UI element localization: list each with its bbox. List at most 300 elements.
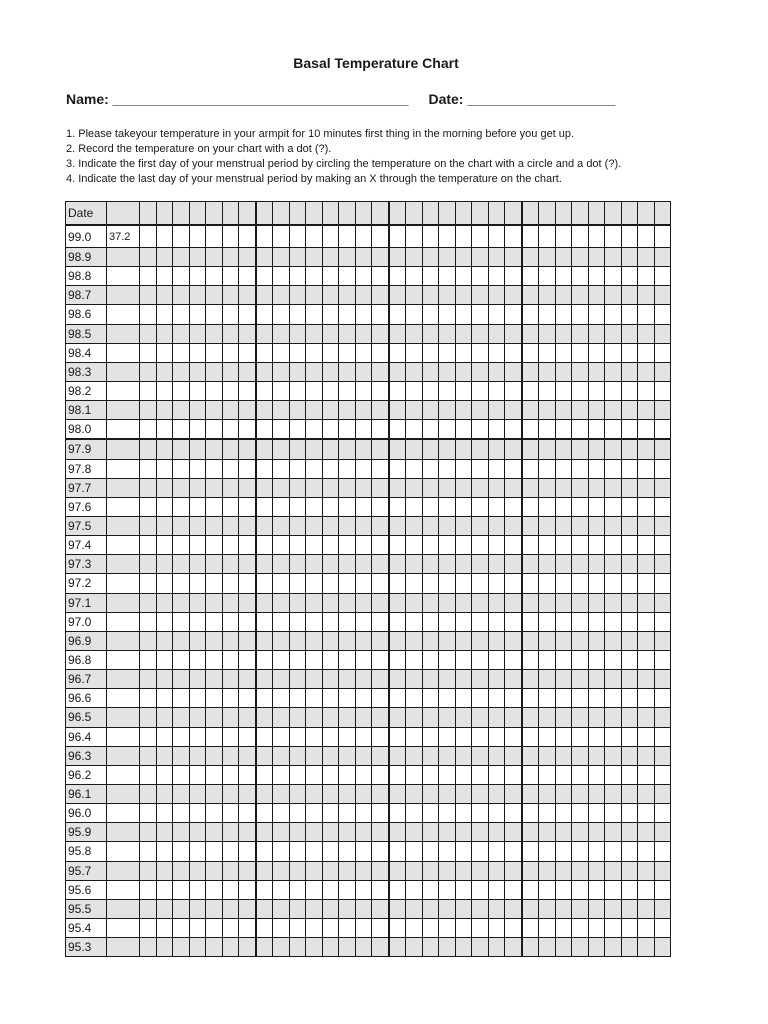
temperature-cell[interactable] [239, 536, 256, 555]
temperature-cell[interactable] [189, 478, 206, 497]
temperature-cell[interactable] [239, 899, 256, 918]
temperature-cell[interactable] [488, 899, 505, 918]
temperature-cell[interactable] [189, 305, 206, 324]
temperature-cell[interactable] [654, 880, 671, 899]
temperature-cell[interactable] [140, 225, 157, 248]
temperature-cell[interactable] [107, 938, 140, 957]
temperature-cell[interactable] [422, 516, 439, 535]
temperature-cell[interactable] [572, 861, 589, 880]
temperature-cell[interactable] [572, 784, 589, 803]
temperature-cell[interactable] [638, 555, 655, 574]
temperature-cell[interactable] [539, 708, 556, 727]
temperature-cell[interactable] [306, 899, 323, 918]
temperature-cell[interactable] [488, 497, 505, 516]
temperature-cell[interactable] [555, 555, 572, 574]
temperature-cell[interactable] [339, 248, 356, 267]
temperature-cell[interactable] [206, 899, 223, 918]
temperature-cell[interactable] [355, 478, 372, 497]
temperature-cell[interactable] [306, 305, 323, 324]
temperature-cell[interactable] [505, 267, 522, 286]
temperature-cell[interactable] [256, 381, 273, 400]
temperature-cell[interactable] [289, 650, 306, 669]
temperature-cell[interactable] [389, 248, 406, 267]
temperature-cell[interactable] [505, 248, 522, 267]
temperature-cell[interactable] [406, 516, 423, 535]
temperature-cell[interactable] [522, 459, 539, 478]
temperature-cell[interactable] [605, 401, 622, 420]
temperature-cell[interactable] [322, 631, 339, 650]
temperature-cell[interactable] [389, 746, 406, 765]
temperature-cell[interactable] [505, 286, 522, 305]
temperature-cell[interactable] [339, 612, 356, 631]
temperature-cell[interactable] [189, 381, 206, 400]
temperature-cell[interactable] [222, 286, 239, 305]
temperature-cell[interactable] [505, 324, 522, 343]
temperature-cell[interactable] [588, 343, 605, 362]
temperature-cell[interactable] [588, 727, 605, 746]
temperature-cell[interactable] [588, 823, 605, 842]
temperature-cell[interactable] [605, 516, 622, 535]
temperature-cell[interactable] [406, 439, 423, 459]
temperature-cell[interactable] [638, 516, 655, 535]
temperature-cell[interactable] [621, 324, 638, 343]
temperature-cell[interactable] [372, 401, 389, 420]
temperature-cell[interactable] [389, 765, 406, 784]
temperature-cell[interactable] [539, 267, 556, 286]
temperature-cell[interactable] [588, 880, 605, 899]
temperature-cell[interactable] [273, 536, 290, 555]
temperature-cell[interactable] [555, 478, 572, 497]
temperature-cell[interactable] [206, 918, 223, 937]
temperature-cell[interactable] [339, 689, 356, 708]
temperature-cell[interactable] [306, 574, 323, 593]
temperature-cell[interactable] [256, 536, 273, 555]
temperature-cell[interactable] [406, 650, 423, 669]
temperature-cell[interactable] [406, 708, 423, 727]
temperature-cell[interactable] [439, 765, 456, 784]
temperature-cell[interactable] [156, 267, 173, 286]
temperature-cell[interactable] [306, 362, 323, 381]
temperature-cell[interactable] [406, 612, 423, 631]
temperature-cell[interactable] [339, 861, 356, 880]
temperature-cell[interactable] [572, 765, 589, 784]
temperature-cell[interactable] [522, 286, 539, 305]
temperature-cell[interactable] [406, 593, 423, 612]
temperature-cell[interactable] [422, 459, 439, 478]
temperature-cell[interactable] [654, 343, 671, 362]
temperature-cell[interactable] [488, 362, 505, 381]
temperature-cell[interactable] [107, 823, 140, 842]
temperature-cell[interactable] [455, 899, 472, 918]
temperature-cell[interactable] [638, 362, 655, 381]
temperature-cell[interactable] [422, 650, 439, 669]
temperature-cell[interactable] [522, 899, 539, 918]
temperature-cell[interactable] [322, 305, 339, 324]
temperature-cell[interactable] [189, 727, 206, 746]
temperature-cell[interactable] [206, 708, 223, 727]
temperature-cell[interactable] [306, 324, 323, 343]
temperature-cell[interactable] [439, 225, 456, 248]
temperature-cell[interactable] [372, 765, 389, 784]
temperature-cell[interactable] [107, 593, 140, 612]
date-cell[interactable] [189, 202, 206, 226]
temperature-cell[interactable] [472, 746, 489, 765]
temperature-cell[interactable] [355, 650, 372, 669]
temperature-cell[interactable] [621, 536, 638, 555]
temperature-cell[interactable] [140, 305, 157, 324]
temperature-cell[interactable] [140, 918, 157, 937]
temperature-cell[interactable] [389, 225, 406, 248]
temperature-cell[interactable] [256, 670, 273, 689]
temperature-cell[interactable] [289, 536, 306, 555]
temperature-cell[interactable] [539, 593, 556, 612]
temperature-cell[interactable] [372, 439, 389, 459]
temperature-cell[interactable] [638, 324, 655, 343]
temperature-cell[interactable] [355, 459, 372, 478]
temperature-cell[interactable] [107, 899, 140, 918]
temperature-cell[interactable] [522, 612, 539, 631]
temperature-cell[interactable] [572, 880, 589, 899]
temperature-cell[interactable] [472, 343, 489, 362]
temperature-cell[interactable] [289, 420, 306, 440]
temperature-cell[interactable] [389, 784, 406, 803]
temperature-cell[interactable] [389, 689, 406, 708]
temperature-cell[interactable] [522, 267, 539, 286]
temperature-cell[interactable] [488, 861, 505, 880]
temperature-cell[interactable] [638, 784, 655, 803]
temperature-cell[interactable] [472, 536, 489, 555]
temperature-cell[interactable] [555, 420, 572, 440]
temperature-cell[interactable] [256, 784, 273, 803]
date-cell[interactable] [322, 202, 339, 226]
temperature-cell[interactable] [206, 305, 223, 324]
temperature-cell[interactable] [654, 861, 671, 880]
temperature-cell[interactable] [289, 727, 306, 746]
temperature-cell[interactable] [455, 650, 472, 669]
temperature-cell[interactable] [156, 918, 173, 937]
temperature-cell[interactable] [273, 362, 290, 381]
temperature-cell[interactable] [522, 439, 539, 459]
temperature-cell[interactable] [472, 804, 489, 823]
temperature-cell[interactable] [522, 784, 539, 803]
temperature-cell[interactable] [605, 497, 622, 516]
temperature-cell[interactable] [289, 670, 306, 689]
temperature-cell[interactable] [555, 225, 572, 248]
temperature-cell[interactable] [472, 861, 489, 880]
temperature-cell[interactable] [189, 324, 206, 343]
temperature-cell[interactable] [522, 861, 539, 880]
temperature-cell[interactable] [372, 267, 389, 286]
temperature-cell[interactable] [189, 861, 206, 880]
temperature-cell[interactable] [156, 401, 173, 420]
temperature-cell[interactable] [339, 650, 356, 669]
temperature-cell[interactable] [306, 248, 323, 267]
temperature-cell[interactable] [455, 516, 472, 535]
temperature-cell[interactable] [621, 631, 638, 650]
temperature-cell[interactable] [572, 343, 589, 362]
temperature-cell[interactable] [189, 880, 206, 899]
temperature-cell[interactable] [422, 324, 439, 343]
temperature-cell[interactable] [339, 670, 356, 689]
temperature-cell[interactable] [355, 727, 372, 746]
temperature-cell[interactable] [439, 593, 456, 612]
temperature-cell[interactable] [621, 899, 638, 918]
temperature-cell[interactable] [654, 381, 671, 400]
temperature-cell[interactable] [588, 401, 605, 420]
temperature-cell[interactable] [156, 574, 173, 593]
temperature-cell[interactable] [638, 381, 655, 400]
temperature-cell[interactable] [256, 225, 273, 248]
temperature-cell[interactable] [621, 555, 638, 574]
temperature-cell[interactable] [306, 420, 323, 440]
temperature-cell[interactable] [406, 478, 423, 497]
temperature-cell[interactable] [306, 918, 323, 937]
temperature-cell[interactable] [239, 401, 256, 420]
temperature-cell[interactable] [539, 555, 556, 574]
temperature-cell[interactable] [555, 497, 572, 516]
temperature-cell[interactable] [654, 286, 671, 305]
temperature-cell[interactable] [389, 516, 406, 535]
temperature-cell[interactable] [422, 880, 439, 899]
temperature-cell[interactable] [355, 420, 372, 440]
temperature-cell[interactable] [339, 439, 356, 459]
temperature-cell[interactable] [406, 362, 423, 381]
date-field[interactable]: Date: ___________________ [428, 91, 616, 107]
temperature-cell[interactable] [572, 439, 589, 459]
temperature-cell[interactable] [522, 670, 539, 689]
temperature-cell[interactable] [406, 248, 423, 267]
temperature-cell[interactable] [289, 459, 306, 478]
temperature-cell[interactable] [439, 343, 456, 362]
temperature-cell[interactable] [206, 401, 223, 420]
temperature-cell[interactable] [273, 343, 290, 362]
temperature-cell[interactable] [256, 401, 273, 420]
temperature-cell[interactable] [306, 861, 323, 880]
temperature-cell[interactable] [273, 880, 290, 899]
temperature-cell[interactable] [289, 899, 306, 918]
temperature-cell[interactable] [588, 650, 605, 669]
temperature-cell[interactable] [654, 899, 671, 918]
temperature-cell[interactable] [107, 324, 140, 343]
temperature-cell[interactable] [322, 765, 339, 784]
temperature-cell[interactable] [522, 765, 539, 784]
temperature-cell[interactable] [156, 536, 173, 555]
temperature-cell[interactable] [572, 612, 589, 631]
temperature-cell[interactable] [605, 612, 622, 631]
temperature-cell[interactable] [406, 804, 423, 823]
temperature-cell[interactable] [206, 612, 223, 631]
temperature-cell[interactable] [455, 420, 472, 440]
temperature-cell[interactable] [239, 574, 256, 593]
temperature-cell[interactable] [372, 516, 389, 535]
temperature-cell[interactable] [555, 516, 572, 535]
temperature-cell[interactable] [273, 574, 290, 593]
temperature-cell[interactable] [472, 362, 489, 381]
temperature-cell[interactable] [306, 459, 323, 478]
temperature-cell[interactable] [588, 420, 605, 440]
temperature-cell[interactable] [472, 401, 489, 420]
temperature-cell[interactable] [439, 842, 456, 861]
temperature-cell[interactable] [355, 765, 372, 784]
temperature-cell[interactable] [455, 324, 472, 343]
temperature-cell[interactable] [555, 727, 572, 746]
temperature-cell[interactable] [406, 305, 423, 324]
temperature-cell[interactable] [422, 842, 439, 861]
temperature-cell[interactable] [488, 593, 505, 612]
temperature-cell[interactable] [156, 861, 173, 880]
temperature-cell[interactable] [572, 459, 589, 478]
temperature-cell[interactable] [522, 727, 539, 746]
temperature-cell[interactable] [439, 670, 456, 689]
temperature-cell[interactable] [638, 804, 655, 823]
date-cell[interactable] [306, 202, 323, 226]
temperature-cell[interactable] [273, 420, 290, 440]
temperature-cell[interactable] [605, 381, 622, 400]
temperature-cell[interactable] [273, 324, 290, 343]
temperature-cell[interactable] [206, 343, 223, 362]
temperature-cell[interactable] [654, 631, 671, 650]
temperature-cell[interactable] [654, 459, 671, 478]
temperature-cell[interactable] [273, 938, 290, 957]
temperature-cell[interactable] [239, 746, 256, 765]
temperature-cell[interactable] [472, 784, 489, 803]
temperature-cell[interactable] [638, 305, 655, 324]
temperature-cell[interactable] [355, 555, 372, 574]
temperature-cell[interactable] [389, 593, 406, 612]
temperature-cell[interactable] [572, 324, 589, 343]
temperature-cell[interactable] [572, 420, 589, 440]
temperature-cell[interactable] [505, 612, 522, 631]
temperature-cell[interactable] [439, 880, 456, 899]
temperature-cell[interactable] [539, 439, 556, 459]
temperature-cell[interactable] [389, 478, 406, 497]
temperature-cell[interactable] [222, 861, 239, 880]
temperature-cell[interactable] [555, 689, 572, 708]
temperature-cell[interactable] [654, 497, 671, 516]
temperature-cell[interactable] [572, 536, 589, 555]
temperature-cell[interactable] [488, 248, 505, 267]
temperature-cell[interactable] [638, 823, 655, 842]
temperature-cell[interactable] [539, 918, 556, 937]
temperature-cell[interactable] [621, 823, 638, 842]
temperature-cell[interactable] [339, 225, 356, 248]
temperature-cell[interactable] [239, 804, 256, 823]
temperature-cell[interactable] [621, 784, 638, 803]
temperature-cell[interactable] [355, 880, 372, 899]
temperature-cell[interactable] [638, 574, 655, 593]
temperature-cell[interactable] [605, 765, 622, 784]
temperature-cell[interactable] [455, 631, 472, 650]
temperature-cell[interactable] [488, 765, 505, 784]
temperature-cell[interactable] [289, 708, 306, 727]
temperature-cell[interactable] [505, 420, 522, 440]
temperature-cell[interactable] [505, 765, 522, 784]
temperature-cell[interactable] [472, 938, 489, 957]
temperature-cell[interactable] [422, 225, 439, 248]
temperature-cell[interactable] [372, 381, 389, 400]
temperature-cell[interactable] [222, 497, 239, 516]
temperature-cell[interactable] [222, 631, 239, 650]
temperature-cell[interactable] [588, 938, 605, 957]
temperature-cell[interactable] [322, 420, 339, 440]
temperature-cell[interactable] [505, 362, 522, 381]
temperature-cell[interactable] [140, 343, 157, 362]
temperature-cell[interactable] [572, 899, 589, 918]
date-cell[interactable] [488, 202, 505, 226]
temperature-cell[interactable] [588, 536, 605, 555]
temperature-cell[interactable] [472, 842, 489, 861]
date-cell[interactable] [522, 202, 539, 226]
temperature-cell[interactable] [588, 381, 605, 400]
temperature-cell[interactable] [488, 225, 505, 248]
temperature-cell[interactable] [273, 899, 290, 918]
temperature-cell[interactable] [256, 765, 273, 784]
temperature-cell[interactable] [588, 631, 605, 650]
temperature-cell[interactable] [206, 880, 223, 899]
temperature-cell[interactable] [472, 593, 489, 612]
temperature-cell[interactable] [273, 497, 290, 516]
temperature-cell[interactable] [173, 746, 190, 765]
temperature-cell[interactable] [107, 880, 140, 899]
temperature-cell[interactable] [621, 401, 638, 420]
temperature-cell[interactable] [256, 708, 273, 727]
temperature-cell[interactable] [355, 343, 372, 362]
temperature-cell[interactable] [239, 248, 256, 267]
temperature-cell[interactable] [239, 765, 256, 784]
temperature-cell[interactable] [505, 804, 522, 823]
temperature-cell[interactable] [273, 765, 290, 784]
temperature-cell[interactable] [638, 248, 655, 267]
temperature-cell[interactable] [654, 420, 671, 440]
temperature-cell[interactable] [572, 593, 589, 612]
temperature-cell[interactable] [355, 612, 372, 631]
temperature-cell[interactable] [289, 439, 306, 459]
temperature-cell[interactable] [522, 593, 539, 612]
temperature-cell[interactable] [289, 324, 306, 343]
date-cell[interactable] [173, 202, 190, 226]
temperature-cell[interactable] [422, 918, 439, 937]
date-cell[interactable] [339, 202, 356, 226]
date-cell[interactable] [256, 202, 273, 226]
temperature-cell[interactable] [522, 918, 539, 937]
temperature-cell[interactable] [539, 225, 556, 248]
temperature-cell[interactable] [222, 670, 239, 689]
temperature-cell[interactable] [422, 536, 439, 555]
temperature-cell[interactable] [539, 727, 556, 746]
temperature-cell[interactable] [222, 708, 239, 727]
temperature-cell[interactable] [522, 823, 539, 842]
temperature-cell[interactable] [488, 631, 505, 650]
temperature-cell[interactable] [422, 362, 439, 381]
name-field[interactable]: Name: ______________________________________ [66, 91, 409, 107]
temperature-cell[interactable] [107, 439, 140, 459]
temperature-cell[interactable] [222, 650, 239, 669]
temperature-cell[interactable] [654, 727, 671, 746]
temperature-cell[interactable] [439, 861, 456, 880]
temperature-cell[interactable] [638, 746, 655, 765]
temperature-cell[interactable] [389, 401, 406, 420]
temperature-cell[interactable] [472, 286, 489, 305]
temperature-cell[interactable] [322, 439, 339, 459]
temperature-cell[interactable] [654, 938, 671, 957]
temperature-cell[interactable] [222, 593, 239, 612]
date-cell[interactable] [222, 202, 239, 226]
temperature-cell[interactable] [355, 593, 372, 612]
temperature-cell[interactable] [256, 842, 273, 861]
temperature-cell[interactable] [488, 918, 505, 937]
temperature-cell[interactable] [372, 343, 389, 362]
temperature-cell[interactable] [355, 631, 372, 650]
